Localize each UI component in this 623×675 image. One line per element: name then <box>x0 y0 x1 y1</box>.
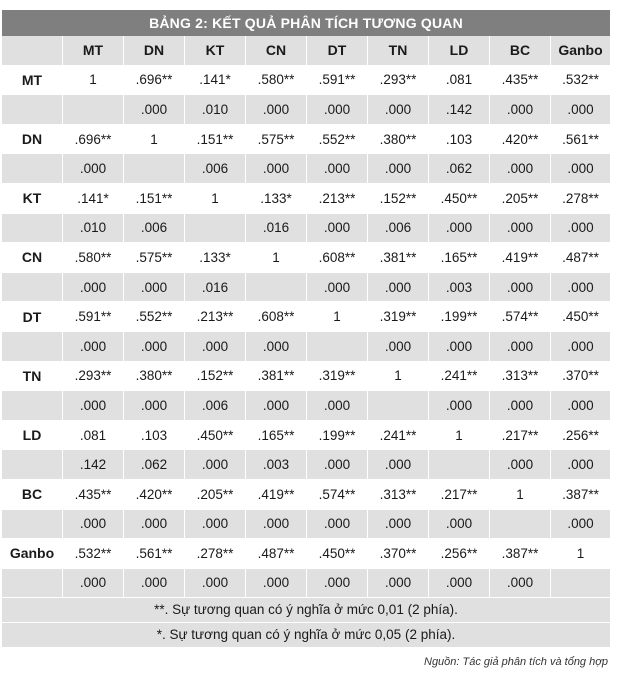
column-header: DT <box>307 36 368 66</box>
note-significance-001: **. Sự tương quan có ý nghĩa ở mức 0,01 (2 phía). <box>2 598 610 623</box>
significance-cell: .000 <box>429 332 490 362</box>
significance-cell: .000 <box>185 569 246 599</box>
significance-cell: .016 <box>185 273 246 303</box>
significance-cell: .000 <box>63 154 124 184</box>
correlation-cell: .419** <box>246 480 307 510</box>
significance-cell <box>63 95 124 125</box>
significance-cell: .000 <box>551 273 610 303</box>
significance-cell: .000 <box>368 154 429 184</box>
correlation-cell: .241** <box>429 362 490 392</box>
significance-cell: .000 <box>551 154 610 184</box>
correlation-cell: .293** <box>368 66 429 96</box>
significance-cell: .000 <box>185 510 246 540</box>
significance-cell: .000 <box>63 510 124 540</box>
significance-cell: .000 <box>429 391 490 421</box>
significance-cell: .000 <box>490 154 551 184</box>
column-header: LD <box>429 36 490 66</box>
significance-cell: .000 <box>124 95 185 125</box>
significance-cell: .000 <box>429 510 490 540</box>
correlation-cell: .165** <box>429 243 490 273</box>
significance-cell: .000 <box>490 391 551 421</box>
correlation-cell: .152** <box>368 184 429 214</box>
significance-cell: .000 <box>307 391 368 421</box>
significance-cell: .000 <box>490 332 551 362</box>
significance-cell: .000 <box>63 391 124 421</box>
correlation-cell: .370** <box>368 539 429 569</box>
significance-cell: .000 <box>368 450 429 480</box>
correlation-cell: .380** <box>368 125 429 155</box>
correlation-table-figure <box>2 10 610 668</box>
significance-cell: .000 <box>246 391 307 421</box>
correlation-cell: .380** <box>124 362 185 392</box>
correlation-cell: .205** <box>185 480 246 510</box>
row-label-blank <box>2 569 63 599</box>
table-row-sig <box>2 332 610 362</box>
significance-cell: .000 <box>185 332 246 362</box>
significance-cell: .000 <box>246 510 307 540</box>
correlation-cell: .450** <box>185 421 246 451</box>
significance-cell: .000 <box>307 95 368 125</box>
correlation-cell: .420** <box>490 125 551 155</box>
correlation-cell: .575** <box>246 125 307 155</box>
correlation-cell: .151** <box>185 125 246 155</box>
correlation-cell: .608** <box>307 243 368 273</box>
table-row-sig <box>2 391 610 421</box>
correlation-cell: .574** <box>307 480 368 510</box>
correlation-cell: .370** <box>551 362 610 392</box>
significance-cell: .000 <box>368 510 429 540</box>
correlation-cell: .591** <box>307 66 368 96</box>
correlation-cell: .217** <box>429 480 490 510</box>
table-row-r <box>2 539 610 569</box>
significance-cell: .000 <box>307 273 368 303</box>
column-header: CN <box>246 36 307 66</box>
correlation-cell: 1 <box>490 480 551 510</box>
significance-cell: .000 <box>551 332 610 362</box>
correlation-cell: .561** <box>551 125 610 155</box>
significance-cell: .000 <box>551 510 610 540</box>
correlation-cell: .217** <box>490 421 551 451</box>
correlation-cell: .256** <box>551 421 610 451</box>
source-caption: Nguồn: Tác giả phân tích và tổng hợp <box>424 656 608 669</box>
significance-cell: .000 <box>551 95 610 125</box>
significance-cell: .000 <box>551 214 610 244</box>
correlation-cell: .450** <box>307 539 368 569</box>
correlation-cell: .435** <box>63 480 124 510</box>
significance-cell: .000 <box>368 569 429 599</box>
table-row-sig <box>2 510 610 540</box>
correlation-cell: .419** <box>490 243 551 273</box>
correlation-cell: .381** <box>368 243 429 273</box>
row-label-blank <box>2 450 63 480</box>
significance-cell <box>490 510 551 540</box>
correlation-cell: .420** <box>124 480 185 510</box>
table-row-sig <box>2 95 610 125</box>
header-row <box>2 36 610 66</box>
table-title: BẢNG 2: KẾT QUẢ PHÂN TÍCH TƯƠNG QUAN <box>2 10 610 36</box>
correlation-cell: .532** <box>63 539 124 569</box>
significance-cell: .000 <box>124 510 185 540</box>
significance-cell: .006 <box>185 154 246 184</box>
table-row-sig <box>2 154 610 184</box>
correlation-cell: .141* <box>185 66 246 96</box>
correlation-cell: .199** <box>307 421 368 451</box>
significance-cell <box>307 332 368 362</box>
table-row-r <box>2 66 610 96</box>
significance-cell: .010 <box>185 95 246 125</box>
correlation-cell: .435** <box>490 66 551 96</box>
significance-cell: .142 <box>63 450 124 480</box>
significance-cell: .000 <box>307 154 368 184</box>
table-header <box>2 36 610 66</box>
table-row-sig <box>2 450 610 480</box>
column-header: Ganbo <box>551 36 610 66</box>
table-row-sig <box>2 273 610 303</box>
correlation-cell: .387** <box>490 539 551 569</box>
significance-cell <box>246 273 307 303</box>
row-label: MT <box>2 66 63 96</box>
table-row-r <box>2 125 610 155</box>
table-row-r <box>2 243 610 273</box>
correlation-cell: .103 <box>124 421 185 451</box>
correlation-cell: 1 <box>63 66 124 96</box>
significance-cell: .000 <box>368 95 429 125</box>
significance-cell: .000 <box>429 214 490 244</box>
correlation-cell: 1 <box>185 184 246 214</box>
row-label-blank <box>2 510 63 540</box>
significance-cell: .000 <box>307 214 368 244</box>
significance-cell: .000 <box>490 273 551 303</box>
significance-cell: .000 <box>307 510 368 540</box>
significance-cell: .142 <box>429 95 490 125</box>
correlation-table <box>2 36 610 598</box>
correlation-cell: .381** <box>246 362 307 392</box>
row-label: KT <box>2 184 63 214</box>
row-label: BC <box>2 480 63 510</box>
correlation-cell: .450** <box>429 184 490 214</box>
column-header: MT <box>63 36 124 66</box>
significance-cell: .000 <box>63 332 124 362</box>
significance-cell: .003 <box>246 450 307 480</box>
significance-cell: .000 <box>246 332 307 362</box>
correlation-cell: .313** <box>490 362 551 392</box>
correlation-cell: .293** <box>63 362 124 392</box>
significance-cell <box>368 391 429 421</box>
correlation-cell: .205** <box>490 184 551 214</box>
significance-cell <box>551 569 610 599</box>
table-row-r <box>2 362 610 392</box>
correlation-cell: .151** <box>124 184 185 214</box>
correlation-cell: .133* <box>185 243 246 273</box>
correlation-cell: .580** <box>246 66 307 96</box>
correlation-cell: .081 <box>63 421 124 451</box>
significance-cell: .000 <box>490 450 551 480</box>
significance-cell <box>124 154 185 184</box>
correlation-cell: .152** <box>185 362 246 392</box>
correlation-cell: .387** <box>551 480 610 510</box>
header-corner <box>2 36 63 66</box>
correlation-cell: 1 <box>246 243 307 273</box>
correlation-cell: .487** <box>246 539 307 569</box>
row-label: TN <box>2 362 63 392</box>
significance-cell: .006 <box>185 391 246 421</box>
significance-cell: .000 <box>246 569 307 599</box>
correlation-cell: .141* <box>63 184 124 214</box>
table-row-sig <box>2 214 610 244</box>
correlation-cell: .256** <box>429 539 490 569</box>
significance-cell: .000 <box>124 569 185 599</box>
significance-cell: .000 <box>490 569 551 599</box>
correlation-cell: 1 <box>368 362 429 392</box>
significance-cell: .000 <box>246 154 307 184</box>
correlation-cell: .608** <box>246 302 307 332</box>
correlation-cell: 1 <box>307 302 368 332</box>
row-label-blank <box>2 154 63 184</box>
correlation-cell: .278** <box>551 184 610 214</box>
table-row-r <box>2 480 610 510</box>
significance-cell: .000 <box>368 332 429 362</box>
significance-cell: .000 <box>63 273 124 303</box>
correlation-cell: .696** <box>124 66 185 96</box>
significance-cell: .016 <box>246 214 307 244</box>
significance-cell: .062 <box>124 450 185 480</box>
correlation-cell: .561** <box>124 539 185 569</box>
significance-cell: .062 <box>429 154 490 184</box>
note-significance-005: *. Sự tương quan có ý nghĩa ở mức 0,05 (2 phía). <box>2 623 610 648</box>
significance-cell: .000 <box>490 95 551 125</box>
correlation-cell: .081 <box>429 66 490 96</box>
table-row-r <box>2 421 610 451</box>
correlation-cell: .319** <box>368 302 429 332</box>
row-label-blank <box>2 332 63 362</box>
correlation-cell: 1 <box>551 539 610 569</box>
significance-cell: .000 <box>124 332 185 362</box>
significance-cell: .000 <box>307 569 368 599</box>
significance-cell <box>429 450 490 480</box>
correlation-cell: .575** <box>124 243 185 273</box>
correlation-cell: .213** <box>307 184 368 214</box>
correlation-cell: .241** <box>368 421 429 451</box>
table-row-r <box>2 302 610 332</box>
significance-cell: .000 <box>551 450 610 480</box>
row-label: Ganbo <box>2 539 63 569</box>
significance-cell: .000 <box>246 95 307 125</box>
correlation-cell: .532** <box>551 66 610 96</box>
row-label-blank <box>2 391 63 421</box>
correlation-cell: .213** <box>185 302 246 332</box>
row-label: DN <box>2 125 63 155</box>
correlation-cell: .574** <box>490 302 551 332</box>
table-row-sig <box>2 569 610 599</box>
correlation-cell: 1 <box>124 125 185 155</box>
significance-cell: .006 <box>368 214 429 244</box>
correlation-cell: .278** <box>185 539 246 569</box>
significance-cell: .000 <box>368 273 429 303</box>
significance-cell: .000 <box>490 214 551 244</box>
correlation-cell: .552** <box>124 302 185 332</box>
correlation-cell: .591** <box>63 302 124 332</box>
significance-cell <box>185 214 246 244</box>
column-header: TN <box>368 36 429 66</box>
correlation-cell: 1 <box>429 421 490 451</box>
significance-cell: .003 <box>429 273 490 303</box>
row-label-blank <box>2 214 63 244</box>
correlation-cell: .580** <box>63 243 124 273</box>
significance-cell: .000 <box>551 391 610 421</box>
column-header: BC <box>490 36 551 66</box>
correlation-cell: .450** <box>551 302 610 332</box>
significance-cell: .000 <box>185 450 246 480</box>
significance-cell: .000 <box>63 569 124 599</box>
correlation-cell: .133* <box>246 184 307 214</box>
correlation-cell: .487** <box>551 243 610 273</box>
table-row-r <box>2 184 610 214</box>
correlation-cell: .552** <box>307 125 368 155</box>
correlation-cell: .319** <box>307 362 368 392</box>
row-label-blank <box>2 273 63 303</box>
row-label: DT <box>2 302 63 332</box>
correlation-cell: .313** <box>368 480 429 510</box>
correlation-cell: .165** <box>246 421 307 451</box>
correlation-cell: .696** <box>63 125 124 155</box>
significance-cell: .000 <box>124 273 185 303</box>
significance-cell: .000 <box>124 391 185 421</box>
table-body <box>2 66 610 599</box>
row-label-blank <box>2 95 63 125</box>
significance-cell: .010 <box>63 214 124 244</box>
correlation-cell: .103 <box>429 125 490 155</box>
correlation-cell: .199** <box>429 302 490 332</box>
column-header: DN <box>124 36 185 66</box>
row-label: LD <box>2 421 63 451</box>
column-header: KT <box>185 36 246 66</box>
significance-cell: .000 <box>307 450 368 480</box>
significance-cell: .006 <box>124 214 185 244</box>
row-label: CN <box>2 243 63 273</box>
significance-cell: .000 <box>429 569 490 599</box>
